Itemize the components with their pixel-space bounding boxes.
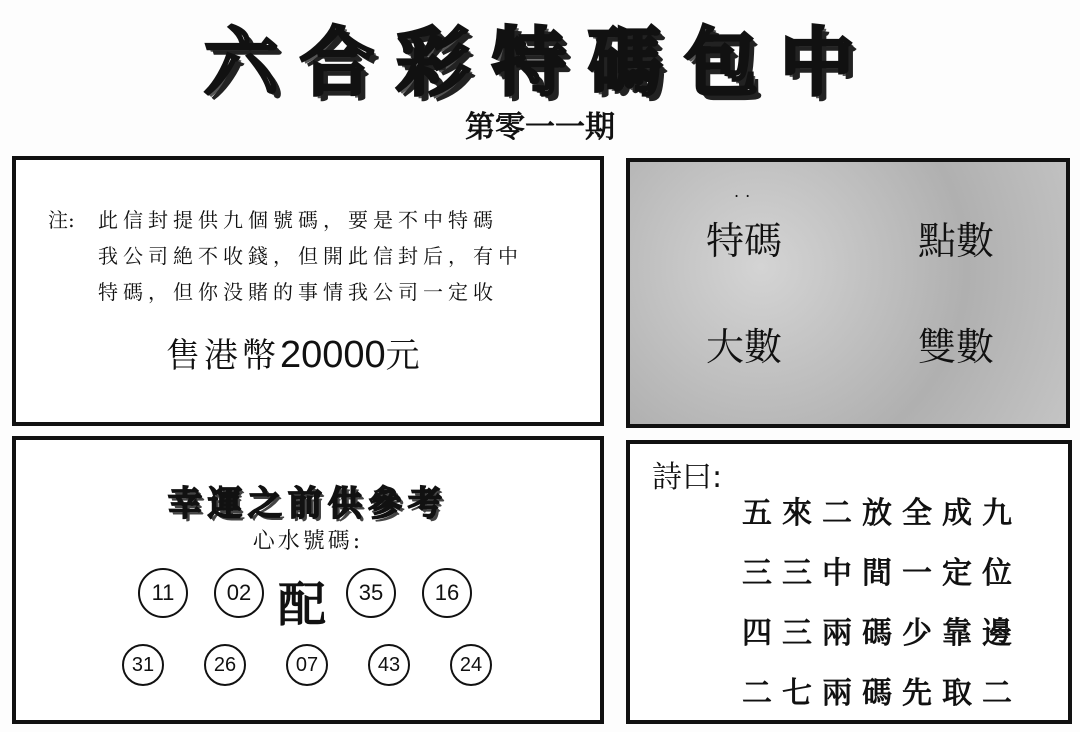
poem-box [626, 440, 1072, 724]
price-value: 20000 [280, 334, 386, 376]
number-ball: 35 [346, 568, 396, 618]
poem-line-2: 三三中間一定位 [742, 556, 1022, 591]
price-unit: 元 [385, 336, 424, 376]
special-item-dashu: 大數 [706, 325, 783, 369]
poem-heading: 詩曰: [652, 460, 723, 495]
note-line-3: 特碼，但你没賭的事情我公司一定收 [98, 280, 498, 304]
lucky-box [12, 436, 604, 724]
special-item-tema: 特碼 [706, 219, 783, 263]
special-item-shuangshu: 雙數 [918, 325, 995, 369]
note-line-1: 此信封提供九個號碼，要是不中特碼 [98, 208, 498, 232]
special-box [626, 158, 1070, 428]
poem-line-1: 五來二放全成九 [742, 496, 1022, 531]
note-box [12, 156, 604, 426]
lucky-title: 幸運之前供參考 [168, 484, 448, 524]
poem-line-4: 二七兩碼先取二 [742, 676, 1022, 711]
price-text [166, 328, 424, 377]
number-ball: 11 [138, 568, 188, 618]
number-ball: 02 [214, 568, 264, 618]
issue-number: 第零一一期 [465, 110, 615, 145]
number-ball: 43 [368, 644, 410, 686]
note-prefix: 注: [48, 208, 75, 232]
match-char: 配 [278, 577, 327, 633]
special-dots: .. [734, 182, 757, 201]
lucky-subtitle: 心水號碼: [252, 529, 364, 554]
number-ball: 16 [422, 568, 472, 618]
price-prefix: 售港幣 [166, 336, 280, 376]
poem-line-3: 四三兩碼少靠邊 [742, 616, 1022, 651]
number-ball: 26 [204, 644, 246, 686]
number-ball: 07 [286, 644, 328, 686]
number-ball: 24 [450, 644, 492, 686]
number-ball: 31 [122, 644, 164, 686]
special-item-dianshu: 點數 [918, 219, 995, 263]
note-line-2: 我公司絶不收錢，但開此信封后，有中 [98, 244, 523, 268]
page-title: 六合彩特碼包中 [204, 20, 876, 106]
